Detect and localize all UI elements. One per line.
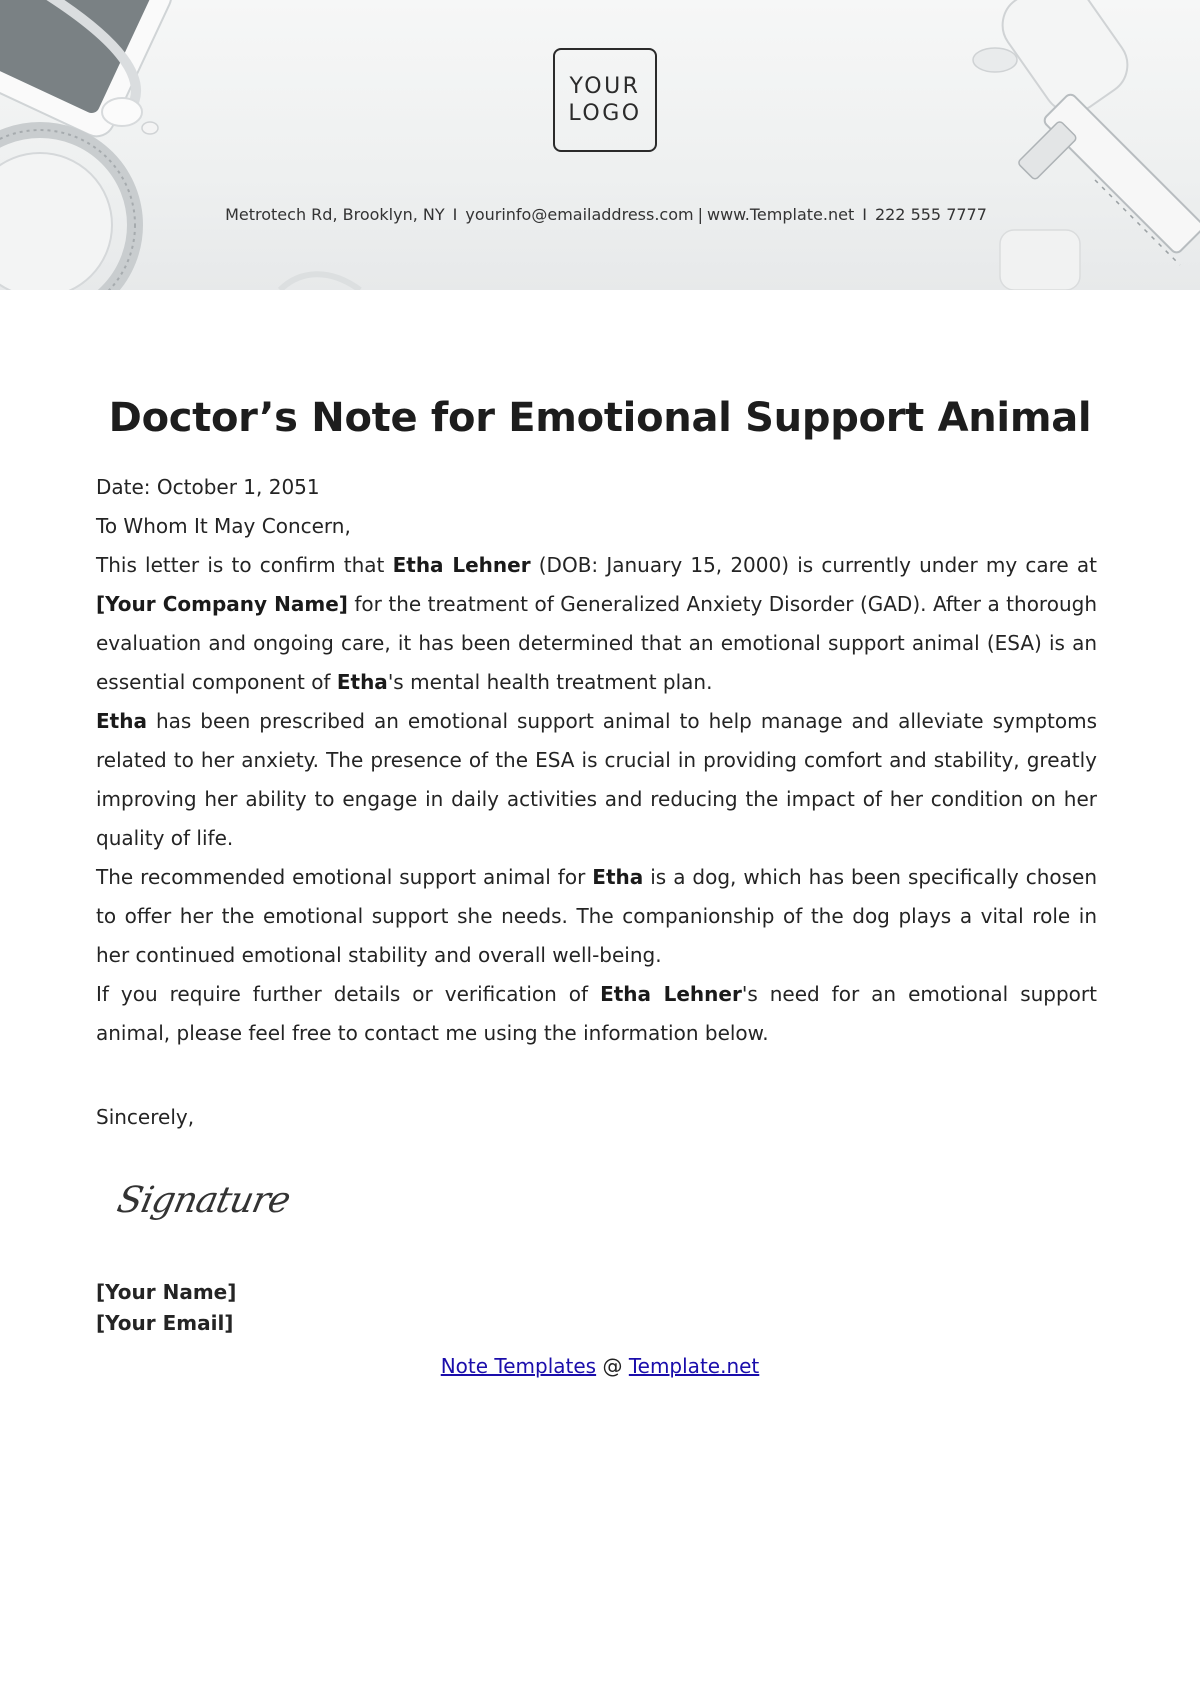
closing: Sincerely, xyxy=(96,1105,195,1129)
text: This letter is to confirm that xyxy=(96,553,393,577)
salutation: To Whom It May Concern, xyxy=(96,514,351,538)
paragraph-4 xyxy=(96,975,1097,1053)
patient-name: Etha Lehner xyxy=(392,553,531,577)
page-title: Doctor’s Note for Emotional Support Animal xyxy=(108,395,1092,441)
text: 's mental health treatment plan. xyxy=(387,670,713,694)
address: Metrotech Rd, Brooklyn, NY xyxy=(225,205,445,224)
email: yourinfo@emailaddress.com xyxy=(465,205,694,224)
header-banner xyxy=(0,0,1200,290)
phone: 222 555 7777 xyxy=(874,205,987,224)
note-templates-link[interactable]: Note Templates xyxy=(440,1354,597,1378)
website: www.Template.net xyxy=(706,205,855,224)
text: If you require further details or verification of xyxy=(96,982,601,1006)
text: The recommended emotional support animal for xyxy=(96,865,593,889)
paragraph-1 xyxy=(96,546,1097,702)
syringe-icon xyxy=(973,0,1200,290)
date-line: Date: October 1, 2051 xyxy=(96,475,320,499)
signature: Signature xyxy=(113,1180,294,1221)
contact-info xyxy=(0,205,1200,224)
template-net-link[interactable]: Template.net xyxy=(628,1354,760,1378)
separator: I xyxy=(452,205,458,224)
patient-name: Etha xyxy=(336,670,388,694)
patient-name: Etha xyxy=(96,709,147,733)
patient-name: Etha xyxy=(592,865,644,889)
patient-name: Etha Lehner xyxy=(600,982,742,1006)
signer-email: [Your Email] xyxy=(96,1311,234,1335)
letter-body xyxy=(96,468,1097,1053)
text: (DOB: January 15, 2000) is currently under my care at xyxy=(530,553,1097,577)
separator: | xyxy=(697,205,703,224)
text: for the treatment of Generalized Anxiety Disorder (GAD). After a thorough evaluation and ongoing care, it has been determined that an emotional support animal (ESA) is an essential component of xyxy=(96,592,1098,694)
logo xyxy=(553,48,657,152)
signer-name: [Your Name] xyxy=(96,1280,237,1304)
text: is a dog, which has been specifically chosen to offer her the emotional support she needs. The companionship of the dog plays a vital role in her continued emotional stability and overall well-being. xyxy=(96,865,1097,967)
signer-block xyxy=(96,1277,236,1339)
footer xyxy=(0,1354,1200,1378)
company-name: [Your Company Name] xyxy=(96,592,348,616)
separator: I xyxy=(862,205,867,224)
paragraph-2 xyxy=(96,702,1097,858)
at-symbol: @ xyxy=(602,1354,623,1378)
paragraph-3 xyxy=(96,858,1097,975)
logo-text: YOUR LOGO xyxy=(568,74,642,126)
text: has been prescribed an emotional support animal to help manage and alleviate symptoms related to her anxiety. The presence of the ESA is crucial in providing comfort and stability, greatly improving her ability to engage in daily activities and reducing the impact of her condition on her quality of life. xyxy=(96,709,1097,850)
text: 's need for an emotional support animal, please feel free to contact me using the information below. xyxy=(96,982,1097,1045)
